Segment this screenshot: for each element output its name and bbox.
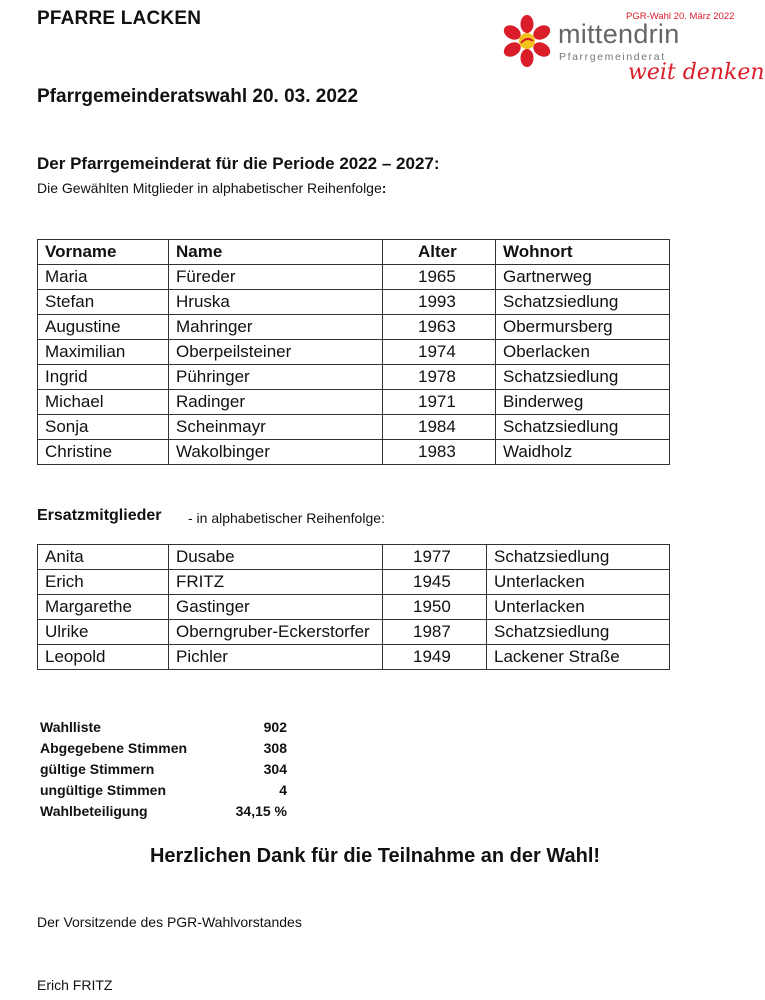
table-cell: Oberpeilsteiner [169,340,383,365]
table-cell: Gartnerweg [496,265,670,290]
table-cell: 1949 [383,645,487,670]
table-row [38,265,670,290]
stat-value: 4 [279,782,287,798]
table-cell: 1984 [383,415,496,440]
flower-icon [500,14,554,68]
table-row [38,365,670,390]
substitutes-table [37,544,670,670]
table-cell: 1977 [383,545,487,570]
table-row [38,645,670,670]
table-cell: Pichler [169,645,383,670]
stat-label: ungültige Stimmen [40,782,166,798]
table-row [38,570,670,595]
signature-role: Der Vorsitzende des PGR-Wahlvorstandes [37,914,302,930]
table-row [38,545,670,570]
column-header: Vorname [38,240,169,265]
table-cell: 1965 [383,265,496,290]
table-cell: Unterlacken [487,595,670,620]
table-row [38,415,670,440]
parish-title: PFARRE LACKEN [37,8,202,29]
table-cell: Leopold [38,645,169,670]
logo-subtitle: Pfarrgemeinderat [559,51,666,63]
table-cell: 1950 [383,595,487,620]
election-headline: Pfarrgemeinderatswahl 20. 03. 2022 [37,86,359,107]
table-cell: Oberngruber-Eckerstorfer [169,620,383,645]
table-cell: Lackener Straße [487,645,670,670]
members-table [37,239,670,465]
table-cell: 1963 [383,315,496,340]
table-cell: Radinger [169,390,383,415]
logo-handwriting: weit denken [628,60,765,85]
table-cell: Oberlacken [496,340,670,365]
members-intro [37,180,386,196]
table-cell: Erich [38,570,169,595]
column-header: Alter [383,240,496,265]
thanks-message: Herzlichen Dank für die Teilnahme an der Wahl! [149,845,601,867]
logo-tagline: PGR-Wahl 20. März 2022 [626,11,735,22]
table-cell: Binderweg [496,390,670,415]
table-cell: Waidholz [496,440,670,465]
table-cell: FRITZ [169,570,383,595]
table-cell: Christine [38,440,169,465]
table-cell: Ingrid [38,365,169,390]
table-row [38,440,670,465]
table-cell: Gastinger [169,595,383,620]
table-cell: Maria [38,265,169,290]
table-cell: Unterlacken [487,570,670,595]
table-cell: Sonja [38,415,169,440]
table-cell: Füreder [169,265,383,290]
table-cell: Schatzsiedlung [496,290,670,315]
substitutes-heading: Ersatzmitglieder [37,507,162,524]
table-cell: Stefan [38,290,169,315]
table-cell: Augustine [38,315,169,340]
stat-label: Wahlbeteiligung [40,803,148,819]
mittendrin-logo [500,8,765,88]
table-cell: 1993 [383,290,496,315]
table-cell: Ulrike [38,620,169,645]
table-row [38,390,670,415]
logo-wordmark: mittendrin [558,19,680,49]
column-header: Name [169,240,383,265]
period-title: Der Pfarrgemeinderat für die Periode 2022 – 2027: [37,154,440,173]
table-cell: Scheinmayr [169,415,383,440]
table-cell: 1983 [383,440,496,465]
table-cell: Pühringer [169,365,383,390]
substitutes-note: - in alphabetischer Reihenfolge: [188,510,385,526]
table-header-row [38,240,670,265]
table-cell: 1978 [383,365,496,390]
table-cell: Schatzsiedlung [496,415,670,440]
table-row [38,340,670,365]
stat-value: 304 [263,761,287,777]
stat-value: 902 [263,719,287,735]
stat-label: Wahlliste [40,719,101,735]
table-row [38,315,670,340]
table-cell: Obermursberg [496,315,670,340]
table-cell: 1971 [383,390,496,415]
signature-name: Erich FRITZ [37,977,113,993]
table-cell: Margarethe [38,595,169,620]
table-cell: Schatzsiedlung [487,545,670,570]
table-row [38,620,670,645]
table-cell: Schatzsiedlung [496,365,670,390]
table-cell: Mahringer [169,315,383,340]
table-cell: 1945 [383,570,487,595]
stat-label: Abgegebene Stimmen [40,740,188,756]
table-cell: Wakolbinger [169,440,383,465]
table-cell: Maximilian [38,340,169,365]
table-cell: Anita [38,545,169,570]
stat-value: 308 [263,740,287,756]
stat-label: gültige Stimmern [40,761,155,777]
table-cell: 1974 [383,340,496,365]
table-row [38,595,670,620]
members-intro-colon: : [381,180,387,196]
table-cell: Michael [38,390,169,415]
members-intro-text: Die Gewählten Mitglieder in alphabetischer Reihenfolge [37,180,382,196]
table-cell: Schatzsiedlung [487,620,670,645]
table-row [38,290,670,315]
table-cell: Dusabe [169,545,383,570]
column-header: Wohnort [496,240,670,265]
stat-value: 34,15 % [235,803,287,819]
table-cell: 1987 [383,620,487,645]
table-cell: Hruska [169,290,383,315]
